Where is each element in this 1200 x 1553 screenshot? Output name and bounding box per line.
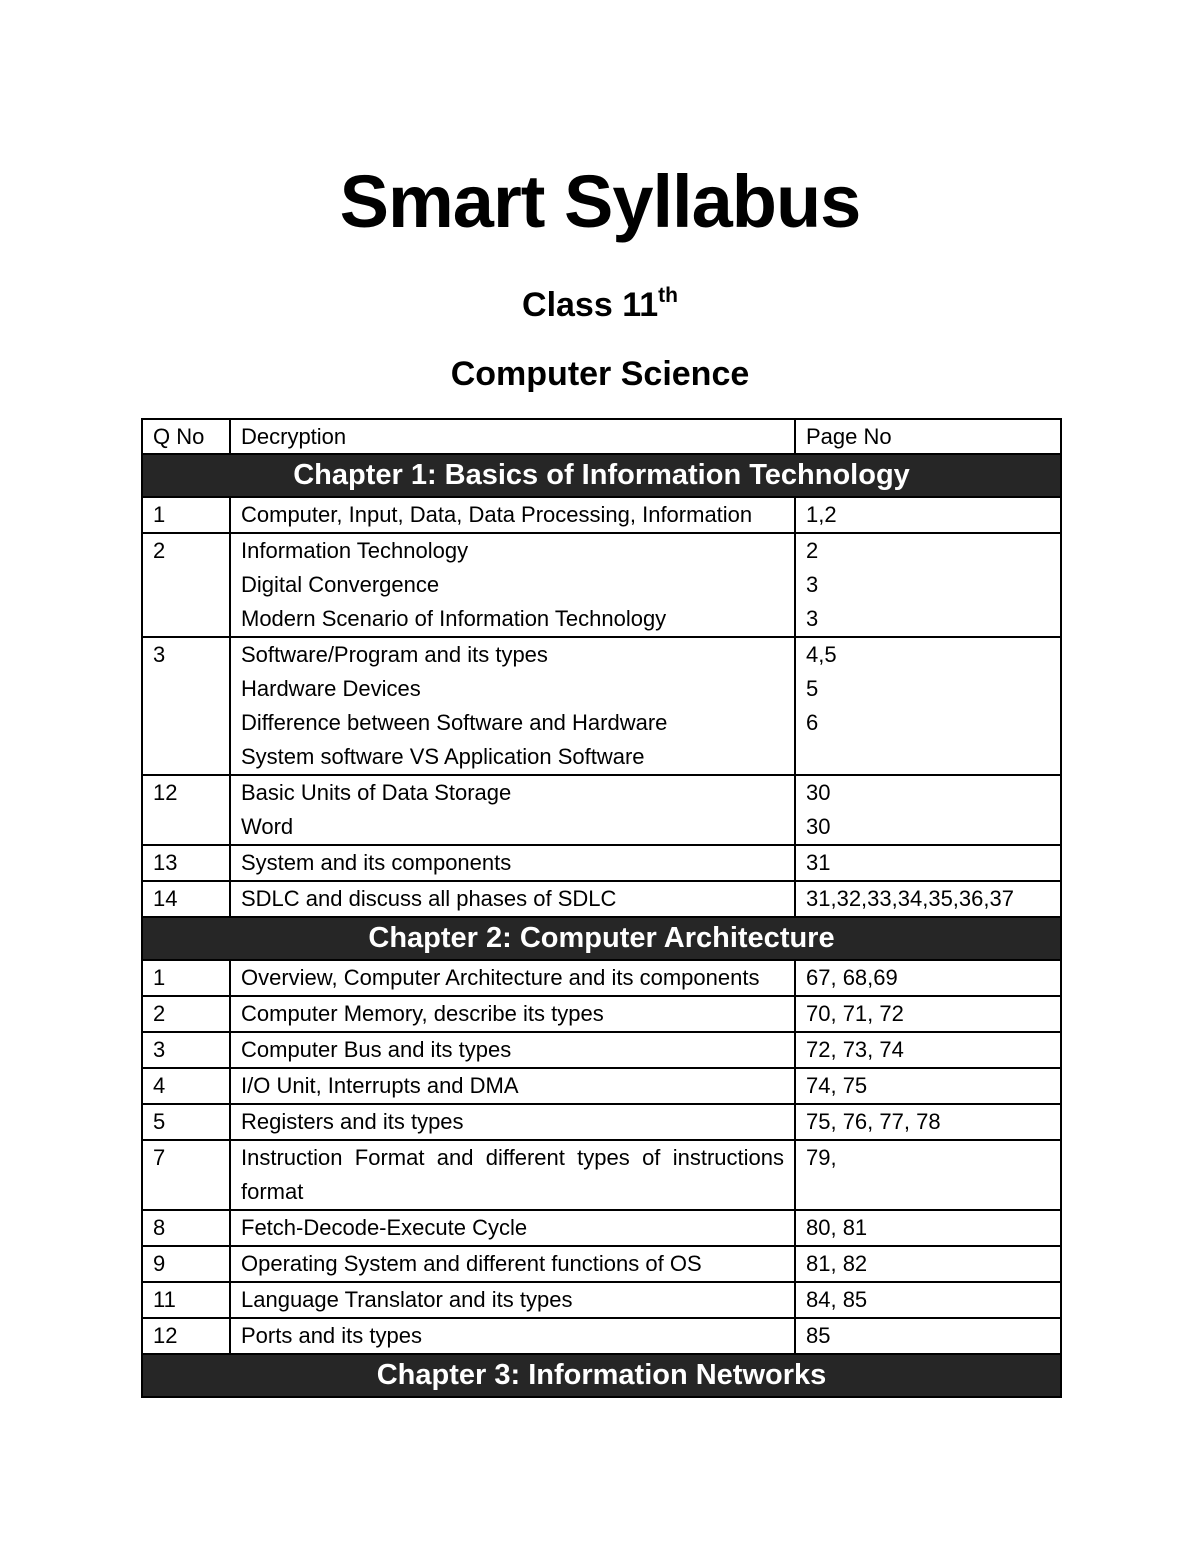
description-cell <box>230 775 795 845</box>
page-line: 5 <box>806 676 819 701</box>
table-row <box>142 960 1061 996</box>
description-cell <box>230 637 795 775</box>
table-row <box>142 1104 1061 1140</box>
description-line: I/O Unit, Interrupts and DMA <box>241 1073 519 1098</box>
page-cell <box>795 845 1061 881</box>
page-cell <box>795 1032 1061 1068</box>
page-line: 74, 75 <box>806 1073 868 1098</box>
description-line: Language Translator and its types <box>241 1287 573 1312</box>
table-row <box>142 1210 1061 1246</box>
description-cell <box>230 1282 795 1318</box>
page-cell <box>795 533 1061 637</box>
qno-cell: 11 <box>142 1282 230 1318</box>
description-cell <box>230 881 795 917</box>
page-cell <box>795 1210 1061 1246</box>
description-line: Software/Program and its types <box>241 642 548 667</box>
page-line: 79, <box>806 1145 837 1170</box>
table-row <box>142 637 1061 775</box>
page-line: 75, 76, 77, 78 <box>806 1109 941 1134</box>
qno-cell: 14 <box>142 881 230 917</box>
qno-cell: 1 <box>142 497 230 533</box>
syllabus-table <box>141 418 1062 1398</box>
header-description: Decryption <box>230 419 795 454</box>
page-line: 72, 73, 74 <box>806 1037 904 1062</box>
description-line: Digital Convergence <box>241 572 440 597</box>
table-row <box>142 497 1061 533</box>
table-row <box>142 1282 1061 1318</box>
chapter-row <box>142 1354 1061 1397</box>
page-line: 85 <box>806 1323 831 1348</box>
table-row <box>142 1140 1061 1210</box>
qno-cell: 5 <box>142 1104 230 1140</box>
description-cell <box>230 1140 795 1210</box>
table-row <box>142 1318 1061 1354</box>
description-line: Ports and its types <box>241 1323 422 1348</box>
qno-cell: 2 <box>142 996 230 1032</box>
page-title: Smart Syllabus <box>339 160 861 243</box>
table-header-row <box>142 419 1061 454</box>
table-row <box>142 845 1061 881</box>
table-row <box>142 881 1061 917</box>
description-cell <box>230 960 795 996</box>
page-line: 31,32,33,34,35,36,37 <box>806 886 1014 911</box>
page-line: 3 <box>806 606 819 631</box>
page-cell <box>795 775 1061 845</box>
page-line: 30 <box>806 814 831 839</box>
qno-cell: 2 <box>142 533 230 637</box>
page-line: 6 <box>806 710 819 735</box>
page-line: 70, 71, 72 <box>806 1001 904 1026</box>
table-row <box>142 1032 1061 1068</box>
page-cell <box>795 881 1061 917</box>
page-cell <box>795 1246 1061 1282</box>
page-cell <box>795 1140 1061 1210</box>
page-line: 1,2 <box>806 502 837 527</box>
chapter-title: Chapter 3: Information Networks <box>142 1354 1061 1397</box>
description-line: SDLC and discuss all phases of SDLC <box>241 886 617 911</box>
page-cell <box>795 1104 1061 1140</box>
qno-cell: 12 <box>142 1318 230 1354</box>
description-cell <box>230 1104 795 1140</box>
qno-cell: 7 <box>142 1140 230 1210</box>
page-line: 80, 81 <box>806 1215 868 1240</box>
table-row <box>142 1068 1061 1104</box>
description-line: Computer Memory, describe its types <box>241 1001 604 1026</box>
description-line: Modern Scenario of Information Technology <box>241 606 667 631</box>
description-line: System and its components <box>241 850 512 875</box>
page-cell <box>795 637 1061 775</box>
qno-cell: 3 <box>142 637 230 775</box>
qno-cell: 3 <box>142 1032 230 1068</box>
class-heading <box>0 282 1200 328</box>
page-line: 67, 68,69 <box>806 965 898 990</box>
description-cell <box>230 996 795 1032</box>
description-line: Difference between Software and Hardware <box>241 710 668 735</box>
qno-cell: 12 <box>142 775 230 845</box>
chapter-row <box>142 917 1061 960</box>
class-suffix: th <box>658 284 678 307</box>
page-line: 31 <box>806 850 831 875</box>
page-line: 84, 85 <box>806 1287 868 1312</box>
header-qno: Q No <box>142 419 230 454</box>
description-line: Overview, Computer Architecture and its components <box>241 965 760 990</box>
page-line: 81, 82 <box>806 1251 868 1276</box>
description-line: Instruction Format and different types of instructions format <box>241 1145 784 1204</box>
description-cell <box>230 533 795 637</box>
description-cell <box>230 1246 795 1282</box>
page-line: 3 <box>806 572 819 597</box>
chapter-title: Chapter 2: Computer Architecture <box>142 917 1061 960</box>
qno-cell: 4 <box>142 1068 230 1104</box>
page-line: 30 <box>806 780 831 805</box>
table-row <box>142 1246 1061 1282</box>
description-cell <box>230 1210 795 1246</box>
header-page-no: Page No <box>795 419 1061 454</box>
description-cell <box>230 1032 795 1068</box>
description-line: Computer Bus and its types <box>241 1037 512 1062</box>
chapter-title: Chapter 1: Basics of Information Technology <box>142 454 1061 497</box>
description-line: Computer, Input, Data, Data Processing, Information <box>241 502 753 527</box>
table-row <box>142 775 1061 845</box>
page-cell <box>795 1282 1061 1318</box>
page-line: 4,5 <box>806 642 837 667</box>
qno-cell: 1 <box>142 960 230 996</box>
page-line <box>806 740 1050 774</box>
description-line: Hardware Devices <box>241 676 421 701</box>
page-cell <box>795 1318 1061 1354</box>
qno-cell: 8 <box>142 1210 230 1246</box>
qno-cell: 9 <box>142 1246 230 1282</box>
syllabus-body <box>142 454 1061 1397</box>
page-cell <box>795 996 1061 1032</box>
description-cell <box>230 1318 795 1354</box>
qno-cell: 13 <box>142 845 230 881</box>
description-cell <box>230 497 795 533</box>
class-label: Class 11 <box>522 286 659 324</box>
page-cell <box>795 497 1061 533</box>
description-cell <box>230 1068 795 1104</box>
description-line: Fetch-Decode-Execute Cycle <box>241 1215 528 1240</box>
page-cell <box>795 1068 1061 1104</box>
description-line: Registers and its types <box>241 1109 464 1134</box>
description-line: Word <box>241 814 294 839</box>
chapter-row <box>142 454 1061 497</box>
page-line: 2 <box>806 538 819 563</box>
description-line: Operating System and different functions of OS <box>241 1251 702 1276</box>
table-row <box>142 996 1061 1032</box>
table-row <box>142 533 1061 637</box>
description-cell <box>230 845 795 881</box>
description-line: Information Technology <box>241 538 469 563</box>
subject-heading: Computer Science <box>450 355 750 393</box>
description-line: Basic Units of Data Storage <box>241 780 512 805</box>
page-cell <box>795 960 1061 996</box>
description-line: System software VS Application Software <box>241 744 645 769</box>
